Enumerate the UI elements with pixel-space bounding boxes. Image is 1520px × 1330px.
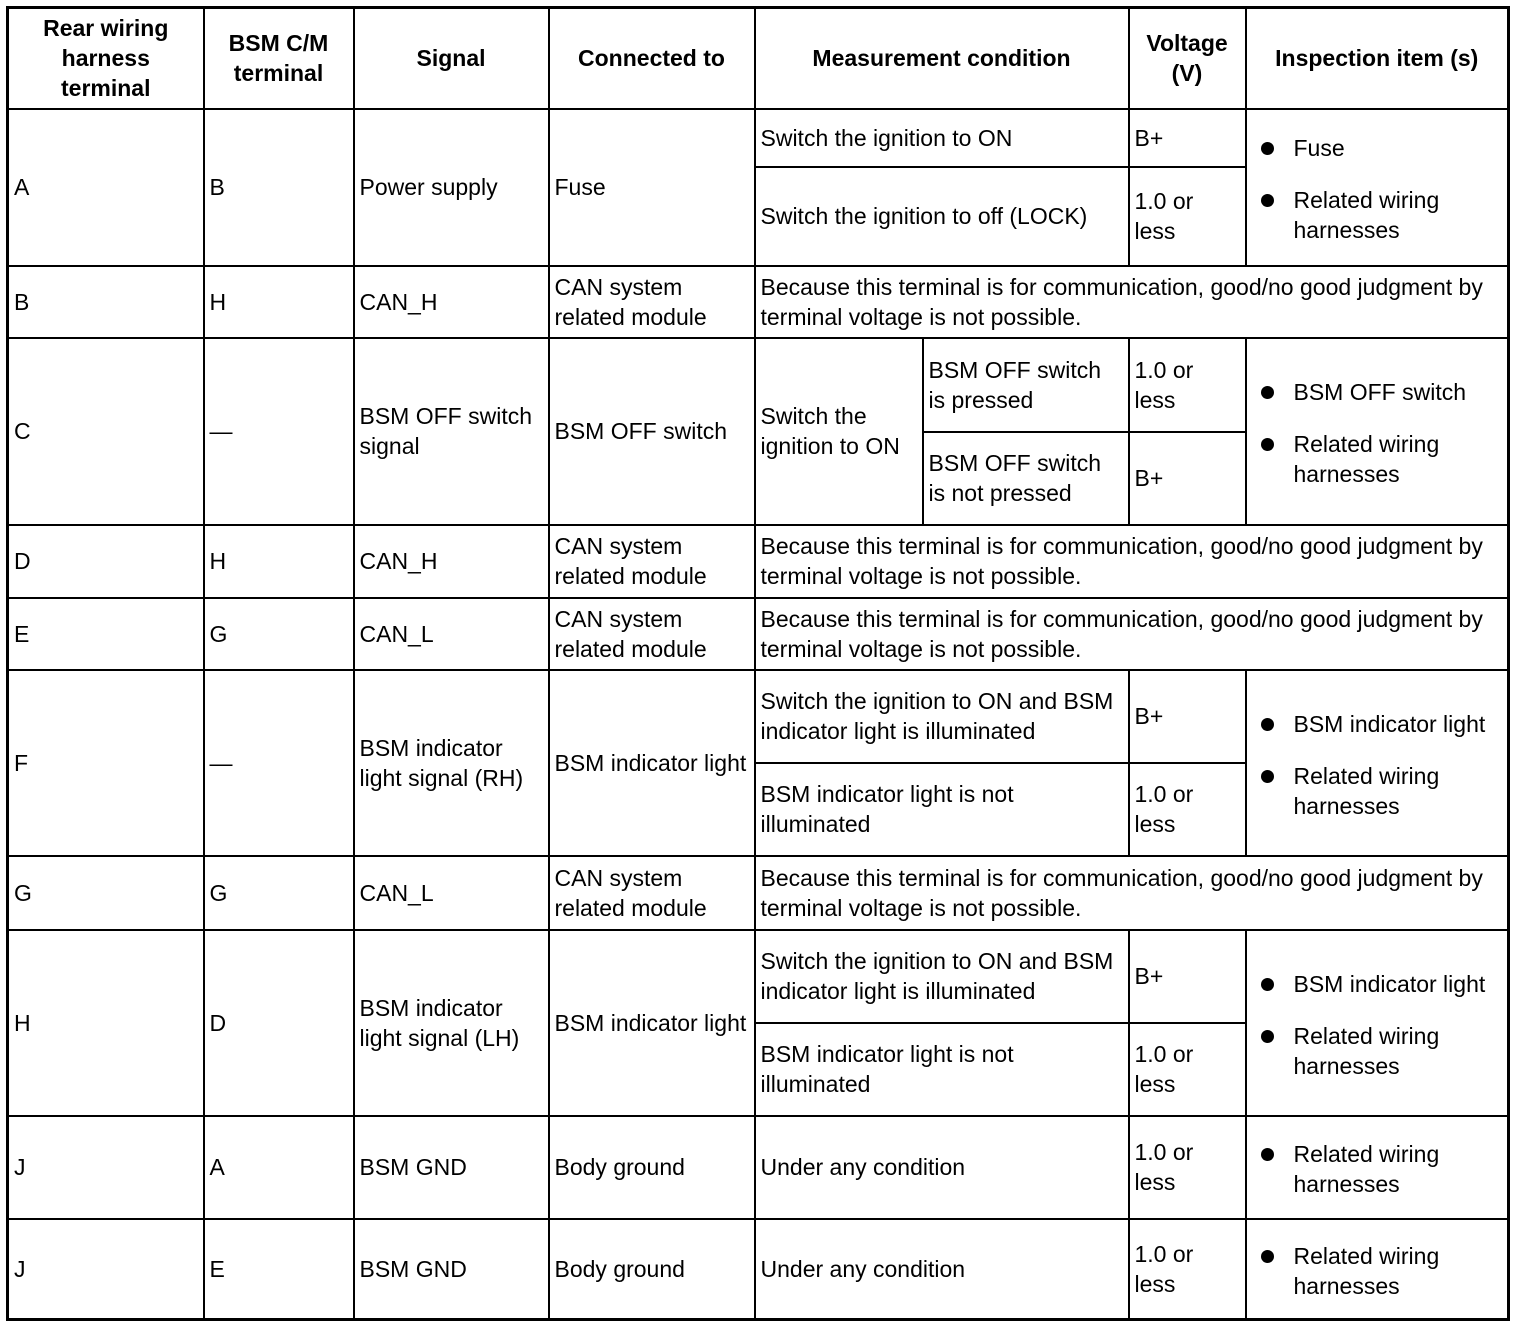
voltage-cell: 1.0 or less: [1129, 1219, 1246, 1320]
signal-cell: BSM indicator light signal (LH): [354, 930, 549, 1116]
signal-cell: BSM OFF switch signal: [354, 338, 549, 525]
bsm-terminal-cell: —: [204, 338, 354, 525]
bsm-terminal-cell: G: [204, 598, 354, 670]
connected-to-cell: CAN system related module: [549, 856, 755, 930]
measurement-condition-cell: Switch the ignition to off (LOCK): [755, 167, 1129, 266]
inspection-item: Related wiring harnesses: [1294, 1139, 1503, 1199]
table-row: [8, 266, 1509, 338]
voltage-cell: B+: [1129, 930, 1246, 1023]
communication-note-cell: Because this terminal is for communication, good/no good judgment by terminal voltage is not possible.: [755, 525, 1509, 598]
header-voltage: Voltage (V): [1129, 8, 1246, 109]
inspection-list: [1252, 133, 1503, 245]
inspection-cell: [1246, 670, 1509, 856]
inspection-cell: [1246, 338, 1509, 525]
measurement-condition-cell: Switch the ignition to ON: [755, 109, 1129, 167]
rear-terminal-cell: B: [8, 266, 204, 338]
bsm-terminal-cell: E: [204, 1219, 354, 1320]
communication-note-cell: Because this terminal is for communication, good/no good judgment by terminal voltage is not possible.: [755, 598, 1509, 670]
measurement-condition-cell: Switch the ignition to ON: [755, 338, 923, 525]
table-row: [8, 856, 1509, 930]
voltage-cell: 1.0 or less: [1129, 1023, 1246, 1116]
signal-cell: CAN_H: [354, 525, 549, 598]
signal-cell: BSM GND: [354, 1219, 549, 1320]
inspection-item: Related wiring harnesses: [1294, 185, 1503, 245]
rear-terminal-cell: J: [8, 1116, 204, 1219]
communication-note-cell: Because this terminal is for communication, good/no good judgment by terminal voltage is not possible.: [755, 856, 1509, 930]
sub-condition-cell: BSM OFF switch is pressed: [923, 338, 1129, 432]
measurement-condition-cell: BSM indicator light is not illuminated: [755, 763, 1129, 856]
rear-terminal-cell: F: [8, 670, 204, 856]
connected-to-cell: Fuse: [549, 109, 755, 266]
bsm-terminal-cell: A: [204, 1116, 354, 1219]
signal-cell: BSM GND: [354, 1116, 549, 1219]
connected-to-cell: CAN system related module: [549, 598, 755, 670]
header-bsm-terminal: BSM C/M terminal: [204, 8, 354, 109]
inspection-item: Related wiring harnesses: [1294, 429, 1503, 489]
voltage-cell: 1.0 or less: [1129, 338, 1246, 432]
voltage-cell: 1.0 or less: [1129, 1116, 1246, 1219]
inspection-item: BSM indicator light: [1294, 969, 1503, 999]
voltage-cell: B+: [1129, 109, 1246, 167]
rear-terminal-cell: E: [8, 598, 204, 670]
connected-to-cell: BSM indicator light: [549, 670, 755, 856]
bsm-terminal-cell: G: [204, 856, 354, 930]
measurement-condition-cell: Under any condition: [755, 1116, 1129, 1219]
rear-terminal-cell: C: [8, 338, 204, 525]
rear-terminal-cell: D: [8, 525, 204, 598]
inspection-list: [1252, 969, 1503, 1081]
inspection-cell: [1246, 1116, 1509, 1219]
measurement-condition-cell: Switch the ignition to ON and BSM indicator light is illuminated: [755, 670, 1129, 763]
table-row: [8, 1116, 1509, 1219]
rear-terminal-cell: J: [8, 1219, 204, 1320]
table-row: [8, 670, 1509, 763]
inspection-item: Fuse: [1294, 133, 1503, 163]
inspection-list: [1252, 1241, 1503, 1301]
signal-cell: CAN_H: [354, 266, 549, 338]
connected-to-cell: Body ground: [549, 1219, 755, 1320]
voltage-cell: 1.0 or less: [1129, 167, 1246, 266]
sub-condition-cell: BSM OFF switch is not pressed: [923, 432, 1129, 525]
bsm-terminal-cell: B: [204, 109, 354, 266]
header-signal: Signal: [354, 8, 549, 109]
bsm-terminal-cell: —: [204, 670, 354, 856]
communication-note-cell: Because this terminal is for communication, good/no good judgment by terminal voltage is not possible.: [755, 266, 1509, 338]
bsm-terminal-cell: H: [204, 266, 354, 338]
connected-to-cell: CAN system related module: [549, 525, 755, 598]
inspection-cell: [1246, 109, 1509, 266]
bsm-terminal-cell: H: [204, 525, 354, 598]
connected-to-cell: CAN system related module: [549, 266, 755, 338]
measurement-condition-cell: BSM indicator light is not illuminated: [755, 1023, 1129, 1116]
table-row: [8, 525, 1509, 598]
connected-to-cell: Body ground: [549, 1116, 755, 1219]
connected-to-cell: BSM OFF switch: [549, 338, 755, 525]
inspection-item: Related wiring harnesses: [1294, 761, 1503, 821]
header-row: [8, 8, 1509, 109]
table-row: [8, 1219, 1509, 1320]
inspection-cell: [1246, 1219, 1509, 1320]
rear-terminal-cell: H: [8, 930, 204, 1116]
signal-cell: CAN_L: [354, 856, 549, 930]
header-connected-to: Connected to: [549, 8, 755, 109]
table-row: [8, 930, 1509, 1023]
bsm-terminal-cell: D: [204, 930, 354, 1116]
table-row: [8, 598, 1509, 670]
header-inspection-items: Inspection item (s): [1246, 8, 1509, 109]
header-measurement-condition: Measurement condition: [755, 8, 1129, 109]
inspection-item: Related wiring harnesses: [1294, 1021, 1503, 1081]
signal-cell: Power supply: [354, 109, 549, 266]
table-row: [8, 338, 1509, 432]
inspection-list: [1252, 709, 1503, 821]
measurement-condition-cell: Switch the ignition to ON and BSM indicator light is illuminated: [755, 930, 1129, 1023]
header-rear-terminal: Rear wiring harness terminal: [8, 8, 204, 109]
voltage-cell: 1.0 or less: [1129, 763, 1246, 856]
terminal-inspection-table: [6, 6, 1510, 1321]
rear-terminal-cell: A: [8, 109, 204, 266]
inspection-item: Related wiring harnesses: [1294, 1241, 1503, 1301]
connected-to-cell: BSM indicator light: [549, 930, 755, 1116]
inspection-list: [1252, 1139, 1503, 1199]
measurement-condition-cell: Under any condition: [755, 1219, 1129, 1320]
signal-cell: BSM indicator light signal (RH): [354, 670, 549, 856]
inspection-item: BSM indicator light: [1294, 709, 1503, 739]
voltage-cell: B+: [1129, 432, 1246, 525]
inspection-list: [1252, 377, 1503, 489]
table-row: [8, 109, 1509, 167]
voltage-cell: B+: [1129, 670, 1246, 763]
rear-terminal-cell: G: [8, 856, 204, 930]
inspection-item: BSM OFF switch: [1294, 377, 1503, 407]
signal-cell: CAN_L: [354, 598, 549, 670]
inspection-cell: [1246, 930, 1509, 1116]
